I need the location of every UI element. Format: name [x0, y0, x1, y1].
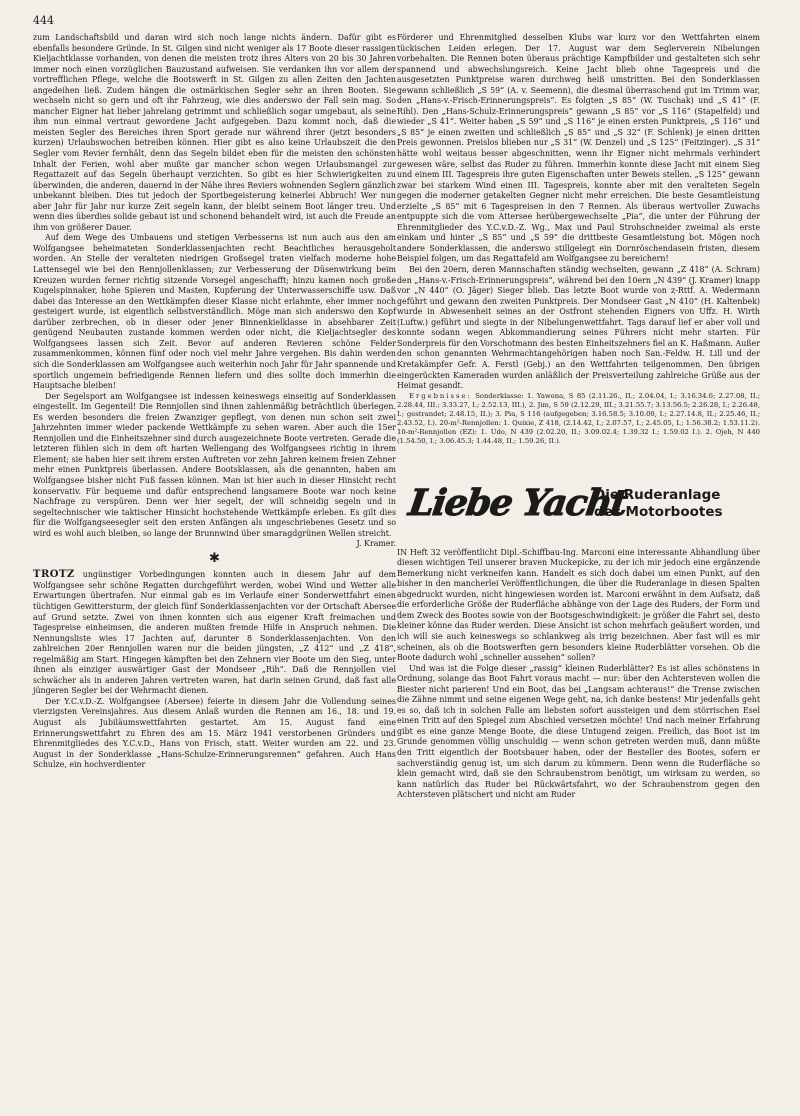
paragraph: Auf dem Wege des Umbauens und stetigen Verbesserns ist nun auch aus den am Wolfgangsee beheimateten Sonderklassenjachten recht Beachtliches herausgeholt worden. An Stelle der veralteten niedrigen Großsegel traten vielfach moderne hohe Lattensegel wie bei den Rennjollenklassen; zur Verbesserung der Düsenwirkung beim Kreuzen wurden ferner richtig sitzende Vorsegel angeschafft; hinzu kamen noch große Kugelspinnaker, hohe Spieren und Masten, Kupferung der Unterwasserschiffe usw. Daß dabei das Interesse an den Wettkämpfen dieser Klasse nicht erlahmte, eher immer noch gesteigert wurde, ist eigentlich selbstverständlich. Möge man sich anderswo den Kopf darüber zerbrechen, ob in dieser oder jener Binnenkielklasse in absehbarer Zeit genügend Neubauten zustande kommen werden oder nicht, die Kieljachtsegler des Wolfgangsees lassen sich Zeit. Bevor auf anderen Revieren schöne Felder zusammenkommen, können fünf oder noch viel mehr Jahre vergehen. Bis dahin werden sich die Sonderklassen am Wolfgangsee auch weiterhin noch Jahr für Jahr spannende und sportlich ungemein befriedigende Rennen liefern und dies sollte doch immerhin die Hauptsache bleiben!	[33, 233, 396, 391]
results-text: Sonderklasse: 1. Yawena, S 85 (2.11.26., II.; 2.04.04, I.; 3.16.34.6; 2.27.08, II.; 2.28.44, III.; 3.33.27, I.; 2.52.13, III.), 2. Jim, S 59 (2.12.29, III.; 3.21.55.7; 3.13.56.5; 2.26.28, I.; 2.26.48, I.; gestrandet; 2.48.15, II.); 3. Pia, S 116 (aufgegeben; 3.16.58.5; 3.10.00, I.; 2.27.14.8, II.; 2.25.46, II.; 2.43.52, I.). 20-m²-Rennjollen: 1. Quixie, Z 418, (2.14.42, I.; 2.07.57, I.; 2.45.05, I.; 1.56.38.2; 1.53.11.2). 10-m²-Rennjollen (EZ): 1. Udo, N 439 (2.02.20, II.; 3.09.02.4; 1.39.32 I.; 1.59.02 I.). 2. Ojeh, N 440 (1.54.50, I.; 3.06.45.3; 1.44.48, II.; 1.59.26, II.).	[397, 391, 760, 445]
page-number: 444	[33, 14, 54, 27]
paragraph: Bei den 20ern, deren Mannschaften ständig wechselten, gewann „Z 418“ (A. Schram) den „Hans-v.-Frisch-Erinnerungspreis“, während bei den 10ern „N 439“ (J. Kramer) knapp vor „N 440“ (O. Jäger) Sieger blieb. Das letzte Boot wurde von ⱬ-Rttf. A. Wedermann geführt und gewann den zweiten Punktpreis. Der Mondseer Gast „N 410“ (H. Kaltenbek) wurde in Abwesenheit seines an der Ostfront stehenden Eigners von Uffz. H. Wirth (Luftw.) geführt und siegte in der Nibelungenwettfahrt. Tags darauf lief er aber voll und konnte sodann wegen Abkommandierung seines Führers nicht mehr starten. Für Sonderpreis für den Vorschotmann des besten Einheitszehners fiel an K. Haßmann. Außer den schon genannten Wehrmachtangehörigen haben noch San.-Feldw. H. Lill und der Kretakämpfer Gefr. A. Ferstl (Gebj.) an den Wettfahrten teilgenommen. Den übrigen eingerückten Kameraden wurden anläßlich der Preisverteilung zahlreiche Grüße aus der Heimat gesandt.	[397, 265, 760, 391]
article-title-line: des Motorbootes	[594, 503, 723, 520]
paragraph: zum Landschaftsbild und daran wird sich noch lange nichts ändern. Dafür gibt es ebenfalls besondere Gründe. In St. Gilgen sind nicht weniger als 17 Boote dieser rassigen Kieljachtklasse vorhanden, von denen die meisten trotz ihres Alters von 20 bis 30 Jahren immer noch einen vorzüglichen Bauzustand aufweisen. Sie verdanken ihn vor allem der vortrefflichen Pflege, welche die Bootswerft in St. Gilgen zu allen Zeiten den Jachten angedeihen ließ. Zudem hängen die ostmärkischen Segler sehr an ihren Booten. Sie wechseln nicht so gern und oft ihr Fahrzeug, wie dies anderswo der Fall sein mag. So mancher Eigner hat lieber jahrelang getrimmt und schließlich sogar umgebaut, als seine ihm nun einmal vertraut gewordene Jacht aufgegeben. Dazu kommt noch, daß die meisten Segler des Bereiches ihren Sport gerade nur während ihrer (jetzt besonders kurzen) Urlaubswochen betreiben können. Hier gibt es also keine Urlaubszeit die den Segler vom Revier fernhält, denn das Segeln bildet eben für die meisten den schönsten Inhalt der Ferien, wohl aber mußte gar mancher schon wegen Urlaubsmangel zur Regattazeit auf das Segeln überhaupt verzichten. So gibt es hier Schwierigkeiten zu überwinden, die anderen, dauernd in der Nähe ihres Reviers wohnenden Seglern gänzlich unbekannt bleiben. Dies tut jedoch der Sportbegeisterung keinerlei Abbruch! Wer nun aber Jahr für Jahr nur kurze Zeit segeln kann, der bleibt seinem Boot länger treu. Und wenn dies überdies solide gebaut ist und schonend behandelt wird, ist auch die Freude an ihm von größerer Dauer.	[33, 33, 396, 232]
paragraph: Der Y.C.v.D.-Z. Wolfgangsee (Abersee) feierte in diesem Jahr die Vollendung seines vierzigsten Vereinsjahres. Aus diesem Anlaß wurden die Rennen am 16., 18. und 19. August als Jubiläumswettfahrten gestartet. Am 15. August fand eine Erinnerungswettfahrt zu Ehren des am 15. März 1941 verstorbenen Gründers und Ehrenmitgliedes des Y.C.v.D., Hans von Frisch, statt. Weiter wurden am 22. und 23. August in der Sonderklasse „Hans-Schulze-Erinnerungsrennen“ gefahren. Auch Hans Schulze, ein hochverdienter	[33, 696, 396, 770]
results-block	[397, 392, 760, 446]
column-heading	[406, 470, 760, 538]
paragraph: Förderer und Ehrenmitglied desselben Klubs war kurz vor den Wettfahrten einem tückischen Leiden erlegen. Der 17. August war dem Seglerverein Nibelungen vorbehalten. Die Rennen boten überaus prächtige Kampfbilder und gestalteten sich sehr spannend und abwechslungsreich. Keine Jacht blieb ohne Tagespreis und die ausgesetzten Punktpreise waren durchweg heiß umstritten. Bei den Sonderklassen gewann schließlich „S 59“ (A. v. Seemenn), die diesmal überraschend gut im Trimm war, den „Hans-v.-Frisch-Erinnerungspreis“. Es folgten „S 85“ (W. Tuschak) und „S 41“ (F. Rihl). Den „Hans-Schulz-Erinnerungspreis“ gewann „S 85“ vor „S 116“ (Stapelfeld) und wieder „S 41“. Weiter haben „S 59“ und „S 116“ je einen ersten Punktpreis, „S 116“ und „S 85“ je einen zweiten und schließlich „S 85“ und „S 32“ (F. Schlenk) je einen dritten Preis gewonnen. Preislos blieben nur „S 31“ (W. Denzel) und „S 125“ (Feitzinger). „S 31“ hätte wohl weitaus besser abgeschnitten, wenn ihr Eigner nicht mehrmals verhindert gewesen wäre, selbst das Ruder zu führen. Immerhin konnte diese Jacht mit einem Sieg und einem III. Tagespreis ihre guten Eigenschaften unter Beweis stellen. „S 125“ gewann zwar bei starkem Wind einen III. Tagespreis, konnte aber mit den veralteten Segeln gegen die moderner getakelten Gegner nicht mehr erreichen. Die beste Gesamtleistung erzielte „S 85“ mit 6 Tagespreisen in den 7 Rennen. Als überaus wertvoller Zuwachs entpuppte sich die vom Attersee herübergewechselte „Pia“, die unter der Führung der Ehrenmitglieder des Y.C.v.D.-Z. Wg., Max und Paul Strohschneider zweimal als erste einkam und hinter „S 85“ und „S 59“ die drittbeste Gesamtleistung bot. Mögen noch andere Sonderklassen, die anderswo stillgelegt ein Dornröschendasein fristen, diesem Beispiel folgen, um das Regattafeld am Wolfgangsee zu bereichern!	[397, 33, 760, 264]
author-signature: J. Kramer.	[356, 539, 396, 549]
right-column	[397, 33, 760, 801]
paragraph: Und was ist die Folge dieser „rassig“ kleinen Ruderblätter? Es ist alles schönstens in Ordnung, solange das Boot Fahrt voraus macht — nur: über den Achtersteven wollen die Biester nicht parieren! Und ein Boot, das bei „Langsam achteraus!“ die Trense zwischen die Zähne nimmt und seine eigenen Wege geht, na, ich danke bestens! Mir jedenfalls geht es so, daß ich in solchen Falle am liebsten sofort aussteigen und dem störrischen Esel einen Tritt auf den Spiegel zum Abschied versetzen möchte! Und nach meiner Erfahrung gibt es eine ganze Menge Boote, die diese Untugend zeigen. Freilich, das Boot ist im Grunde genommen völlig unschuldig — wenn schon getreten werden muß, dann müßte den Tritt eigentlich der Bootsbauer haben, oder der Besteller des Bootes, sofern er sachverständig genug ist, um sich darum zu kümmern. Denn wenn die Ruderfläche so klein gemacht wird, daß sie den Schraubenstrom benötigt, um wirksam zu werden, so kann natürlich das Ruder bei Rückwärtsfahrt, wo der Schraubenstrom gegen den Achtersteven plätschert und nicht am Ruder	[397, 663, 760, 800]
paragraph-text: ungünstiger Vorbedingungen konnten auch in diesem Jahr auf dem Wolfgangsee sehr schöne Regatten durchgeführt werden, wobei Wind und Wetter alle Erwartungen übertrafen. Nur einmal gab es im Verlaufe einer Sonderwettfahrt einen tüchtigen Gewittersturm, der gleich fünf Sonderklassenjachten vor der Ortschaft Abersee auf Grund setzte. Zwei von ihnen konnten sich aus eigener Kraft freimachen und Tagespreise einheimsen, die anderen mußten fremde Hilfe in Anspruch nehmen. Die Nennungsliste wies 17 Jachten auf, darunter 8 Sonderklassenjachten. Von den zahlreichen 20er Rennjollen waren nur die beiden jüngsten, „Z 412“ und „Z 418“, regelmäßig am Start. Hingegen kämpften bei den Zehnern vier Boote um den Sieg, unter ihnen als einziger auswärtiger Gast der Mondseer „Rih“. Daß die Rennjollen viel schwächer als in anderen Jahren vertreten waren, hat darin seinen Grund, daß fast alle jüngeren Segler bei der Wehrmacht dienen.	[33, 570, 396, 696]
section-separator: ✱	[209, 550, 220, 566]
left-column	[33, 33, 396, 771]
paragraph: Der Segelsport am Wolfgangsee ist indessen keineswegs einseitig auf Sonderklassen eingestellt. Im Gegenteil! Die Rennjollen sind ihnen zahlenmäßig beträchtlich überlegen. Es werden besonders die freien Zwanziger gepflegt, von denen nun schon seit zwei Jahrzehnten immer wieder packende Wettkämpfe zu sehen waren. Aber auch die 15er Rennjollen und die Einheitszehner sind durch ausgezeichnete Boote vertreten. Gerade die letzteren fühlen sich in dem oft harten Wellengang des Wolfgangsees richtig in ihrem Element; sie haben hier seit ihrem ersten Auftreten vor zehn Jahren keinem freien Zehner mehr einen Punktpreis überlassen. Andere Bootsklassen, als die genannten, haben am Wolfgangsee bisher nicht Fuß fassen können. Man ist hier auch in dieser Hinsicht recht konservativ. Für bequeme und dafür entsprechend langsamere Boote war noch keine Nachfrage zu verspüren. Denn wer hier segelt, der will schneidig segeln und in segeltechnischer wie taktischer Hinsicht hochstehende Wettkämpfe erleben. Es gilt dies für die Wolfgangseesegler seit den ersten Anfängen als ungeschriebenes Gesetz und so wird es wohl auch bleiben, so lange der Brunnwind über smaragdgrünen Wellen streicht.	[33, 391, 396, 538]
paragraph: IN Heft 32 veröffentlicht Dipl.-Schiffbau-Ing. Marconi eine interessante Abhandlung über diesen wichtigen Teil unserer braven Muckepicke, zu der ich mir jedoch eine ergänzende Bemerkung nicht verkneifen kann. Handelt es sich doch dabei um einen Punkt, auf den bisher in den mancherlei Veröffentlichungen, die über die Ruderanlage in diesen Spalten abgedruckt wurden, nicht hingewiesen worden ist. Marconi erwähnt in dem Aufsatz, daß die erforderliche Größe der Ruderfläche abhänge von der Lage des Ruders, der Form und dem Zweck des Bootes sowie von der Bootsgeschwindigkeit: je größer die Fahrt sei, desto kleiner könne das Ruder werden. Diese Ansicht ist schon mehrfach geäußert worden, und ich will sie auch keineswegs so schlankweg als irrig bezeichnen. Aber fast will es mir scheinen, als ob die Bootswerften gern besonders kleine Ruderblätter vorsehen. Ob die Boote dadurch wohl „schneller aussehen“ sollen?	[397, 547, 760, 663]
results-heading: Ergebnisse:	[409, 391, 472, 400]
paragraph	[33, 570, 396, 697]
liebe-yacht-logo: Liebe Yacht	[406, 482, 629, 525]
article-title-line: Die Ruderanlage	[594, 486, 721, 503]
dropcap-word: TROTZ	[33, 569, 75, 581]
